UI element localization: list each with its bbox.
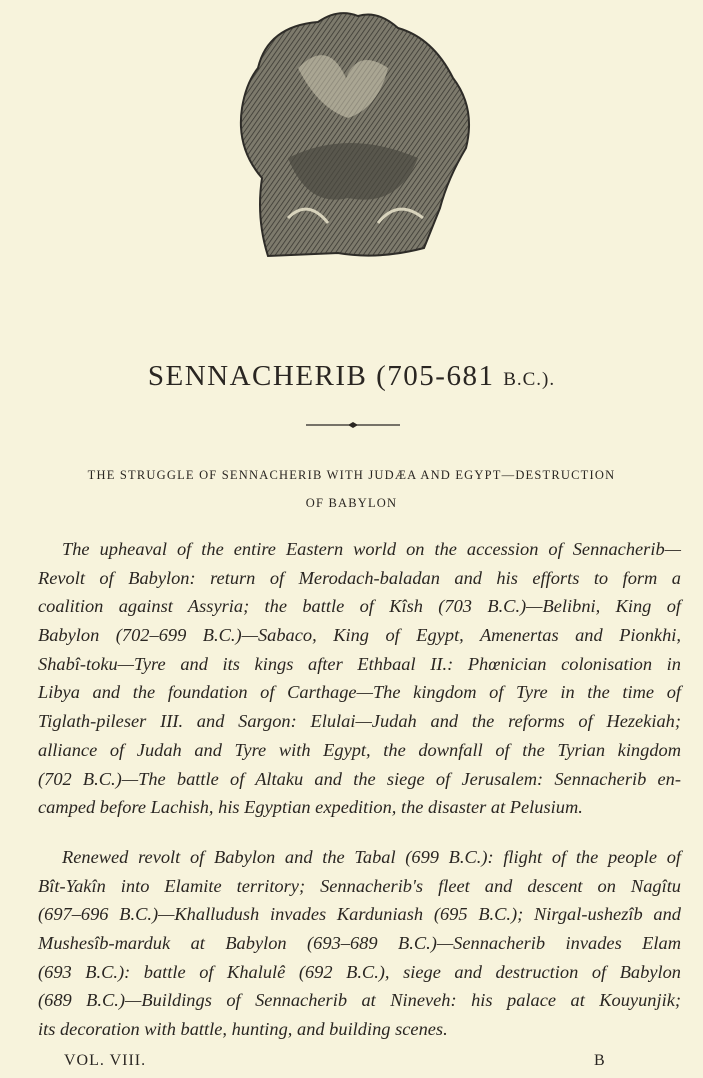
text-line: (693 B.C.): battle of Khalulê (692 B.C.), siege and destruction of Babylon <box>38 961 681 982</box>
text-line: (702 B.C.)—The battle of Altaku and the siege of Jerusalem: Sennacherib en- <box>38 768 681 789</box>
text-line: The upheaval of the entire Eastern world on the accession of Sennacherib— <box>62 539 681 559</box>
text-line: Revolt of Babylon: return of Merodach-baladan and his efforts to form a <box>38 567 681 588</box>
text-line: Bît-Yakîn into Elamite territory; Sennacherib's fleet and descent on Nagîtu <box>38 875 681 896</box>
chapter-title-era: B.C.). <box>503 369 556 390</box>
text-line: its decoration with battle, hunting, and building scenes. <box>38 1019 448 1040</box>
text-line: Shabî-toku—Tyre and its kings after Ethbaal II.: Phœnician colonisation in <box>38 653 681 674</box>
text-line: camped before Lachish, his Egyptian expedition, the disaster at Pelusium. <box>38 797 583 818</box>
ornamental-rule <box>306 420 400 430</box>
text-line: Babylon (702–699 B.C.)—Sabaco, King of Egypt, Amenertas and Pionkhi, <box>38 625 681 646</box>
summary-paragraph-1 <box>38 535 681 822</box>
assyrian-relief-illustration <box>228 8 476 260</box>
text-line: Libya and the foundation of Carthage—The kingdom of Tyre in the time of <box>38 682 681 703</box>
chapter-subtitle-line: OF BABYLON <box>305 496 398 510</box>
text-line: (689 B.C.)—Buildings of Sennacherib at Nineveh: his palace at Kouyunjik; <box>38 990 681 1011</box>
summary-paragraph-2 <box>38 843 681 1044</box>
volume-number: VOL. VIII. <box>64 1052 147 1069</box>
text-line: (697–696 B.C.)—Khalludush invades Karduniash (695 B.C.); Nirgal-ushezîb and <box>38 904 681 925</box>
chapter-title <box>0 360 703 393</box>
text-line: Tiglath-pileser III. and Sargon: Elulai—Judah and the reforms of Hezekiah; <box>38 711 681 732</box>
chapter-title-name: SENNACHERIB (705-681 <box>147 360 495 392</box>
text-line: Renewed revolt of Babylon and the Tabal (699 B.C.): flight of the people of <box>62 847 681 867</box>
text-line: Mushesîb-marduk at Babylon (693–689 B.C.)—Sennacherib invades Elam <box>38 933 681 954</box>
chapter-subtitle-line: THE STRUGGLE OF SENNACHERIB WITH JUDÆA AND EGYPT—DESTRUCTION <box>87 468 616 482</box>
text-line: alliance of Judah and Tyre with Egypt, the downfall of the Tyrian kingdom <box>38 739 681 760</box>
text-line: coalition against Assyria; the battle of Kîsh (703 B.C.)—Belibni, King of <box>38 596 681 617</box>
signature-mark: B <box>594 1052 605 1069</box>
